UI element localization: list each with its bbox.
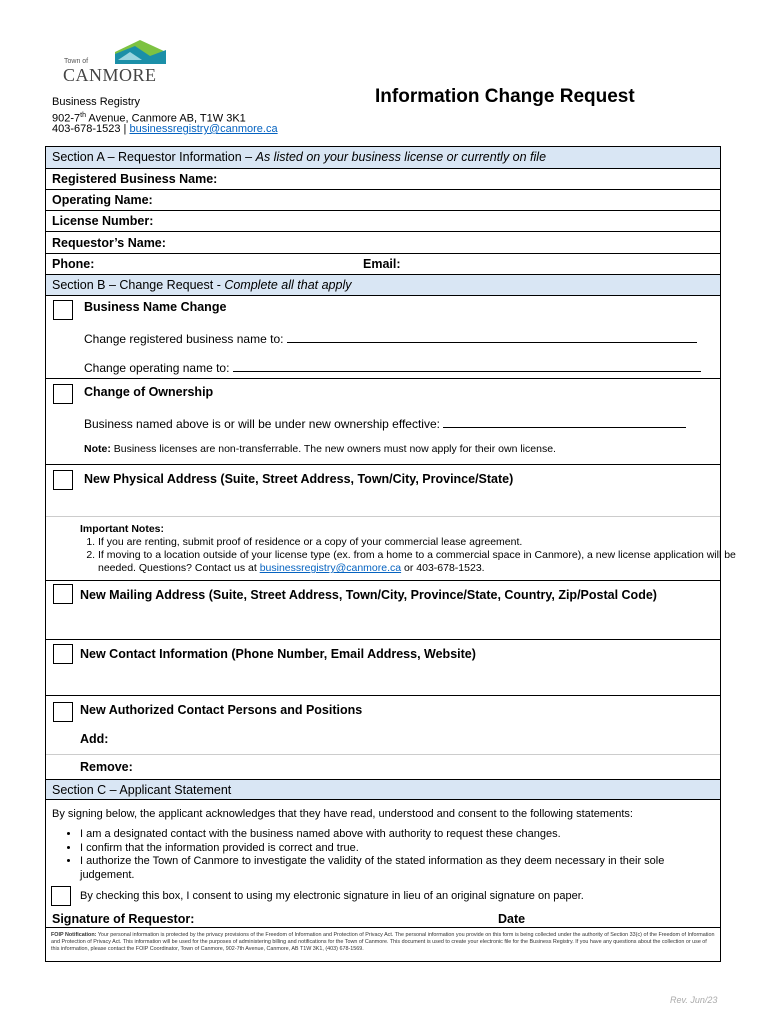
name-change-checkbox[interactable] [53, 300, 73, 320]
physical-address-checkbox[interactable] [53, 470, 73, 490]
date-field[interactable]: Date [498, 912, 526, 926]
form-table [45, 146, 736, 962]
logo-town-of: Town of [64, 58, 89, 65]
requestor-name-field[interactable]: Requestor’s Name: [46, 231, 720, 253]
phone-field[interactable]: Phone: [52, 257, 95, 271]
important-notes-list: 1. If you are renting, submit proof of residence or a copy of your commercial lease agreement. 2. If moving to a location outside of your license type (ex. from a home to a commercial space in Canmore), a new license application will be needed. Questions? Contact us at businessregistry@canmore.ca or 403-678-1523. [46, 536, 748, 575]
authorized-contacts-block: New Authorized Contact Persons and Positions Add: [46, 695, 720, 754]
dept-address: 902-7th Avenue, Canmore AB, T1W 3K1 [52, 112, 246, 125]
statement-bullets: • I am a designated contact with the business named above with authority to request these changes. • I confirm that the information provided is correct and true. • I authorize the Town of Canmore to investigate the validity of the stated information as they deem necessary in their sole judgement. [52, 828, 720, 882]
consent-checkbox[interactable] [51, 886, 71, 906]
dept-phone-email: 403-678-1523 | businessregistry@canmore.ca [52, 123, 278, 135]
authorized-contacts-checkbox[interactable] [53, 702, 73, 722]
phone-email-row [46, 253, 720, 274]
mailing-address-checkbox[interactable] [53, 584, 73, 604]
dept-name: Business Registry [52, 96, 141, 108]
ownership-block: Change of Ownership Business named above is or will be under new ownership effective: Note: Business licenses are non-transferrable. The new owners must now apply for their own license. [46, 378, 720, 464]
physical-address-block: New Physical Address (Suite, Street Address, Town/City, Province/State) [46, 464, 720, 516]
section-b-header: Section B – Change Request - Complete all that apply [46, 274, 720, 295]
signature-field[interactable]: Signature of Requestor: [52, 912, 195, 926]
logo-canmore: CANMORE [63, 65, 157, 85]
operating-name-input[interactable] [233, 359, 701, 372]
page-title: Information Change Request [375, 86, 635, 107]
mailing-address-block: New Mailing Address (Suite, Street Address, Town/City, Province/State, Country, Zip/Postal Code) [46, 580, 720, 639]
name-change-block: Business Name Change Change registered business name to: Change operating name to: [46, 295, 720, 378]
section-c-header: Section C – Applicant Statement [46, 779, 720, 799]
remove-field[interactable]: Remove: [80, 760, 133, 774]
email-field[interactable]: Email: [363, 257, 401, 271]
registered-name-input[interactable] [287, 330, 697, 343]
operating-name-field[interactable]: Operating Name: [46, 189, 720, 210]
ownership-checkbox[interactable] [53, 384, 73, 404]
add-field[interactable]: Add: [80, 732, 109, 746]
town-of-canmore-logo [60, 38, 175, 88]
dept-email-link[interactable]: businessregistry@canmore.ca [129, 123, 278, 135]
applicant-statement-block: By signing below, the applicant acknowledges that they have read, understood and consent to the following statements: • I am a designated contact with the business named above with authority to request these changes. • I confirm that the information provided is correct and true. • I authorize the Town of Canmore to investigate the validity of the stated information as they deem necessary in their sole judgement. By checking this box, I consent to using my electronic signature in lieu of an original signature on paper. Signature of Requestor: Date [46, 799, 720, 927]
section-a-header: Section A – Requestor Information – As listed on your business license or currently on file [46, 147, 720, 168]
contact-info-block: New Contact Information (Phone Number, Email Address, Website) [46, 639, 720, 695]
notes-email-link[interactable]: businessregistry@canmore.ca [259, 562, 402, 574]
ownership-date-input[interactable] [443, 415, 686, 428]
revision-label: Rev. Jun/23 [670, 995, 718, 1005]
foip-block: FOIP Notification: Your personal information is protected by the privacy provisions of the Freedom of Information and Protection of Privacy Act. The personal information you provide on this form is being collected under the authority of Section 33(c) of the Freedom of Information and Protection of Privacy Act. This information will be used for the purposes of administering billing and notifications for the Town of Canmore. This document is used to create your electronic file for the Business Registry. If you have any questions about the collection or use of this information, please contact the FOIP Coordinator, Town of Canmore, 902-7th Avenue, Canmore, AB T1W 3K1, (403) 678-1569. [46, 927, 720, 963]
remove-row [46, 754, 720, 779]
registered-name-field[interactable]: Registered Business Name: [46, 168, 720, 189]
contact-info-checkbox[interactable] [53, 644, 73, 664]
important-notes-block: Important Notes: 1. If you are renting, submit proof of residence or a copy of your commercial lease agreement. 2. If moving to a location outside of your license type (ex. from a home to a commercial space in Canmore), a new license application will be needed. Questions? Contact us at businessregistry@canmore.ca or 403-678-1523. [46, 516, 720, 580]
license-number-field[interactable]: License Number: [46, 210, 720, 231]
